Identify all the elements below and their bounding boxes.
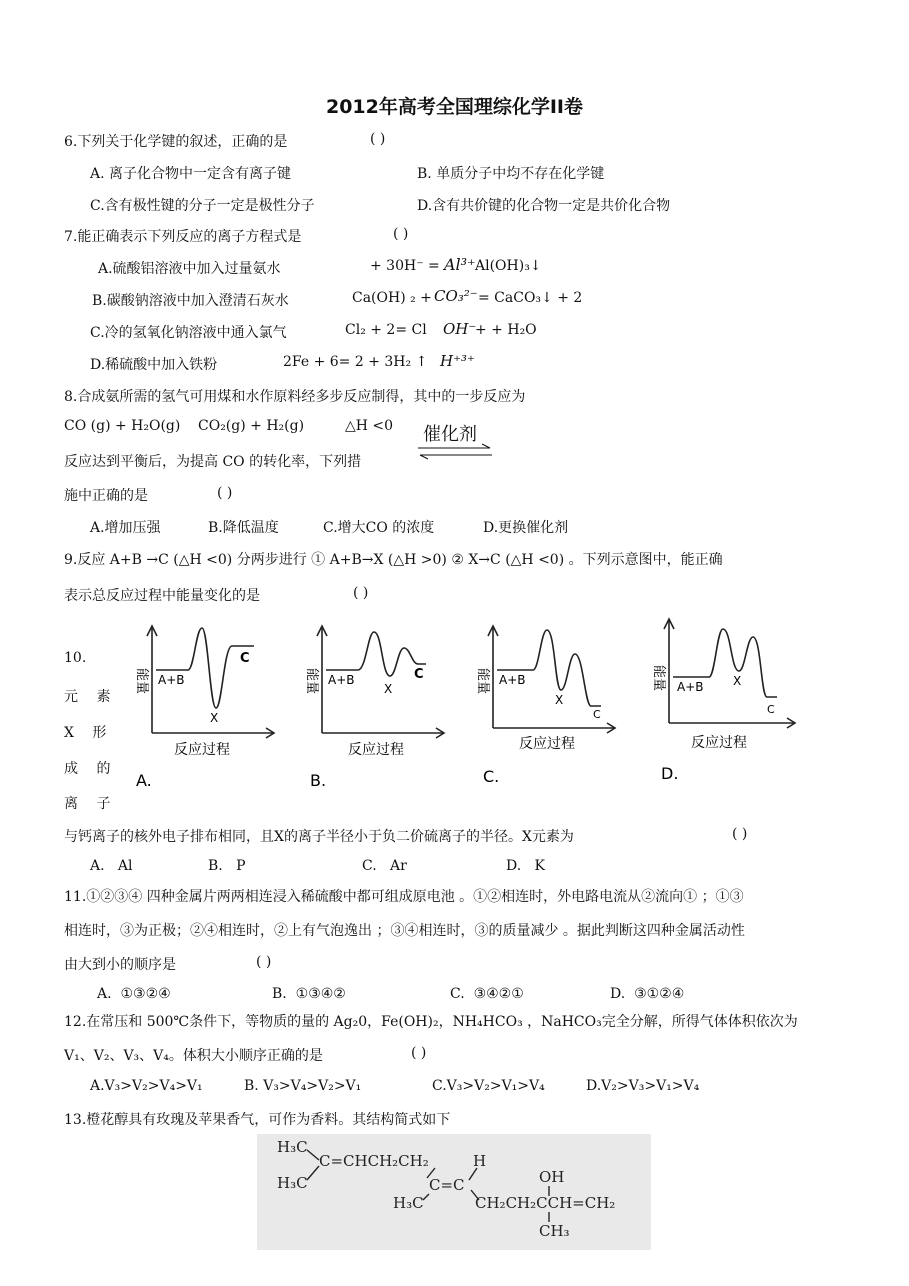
q8-option-b: B.降低温度 [208,520,279,536]
q8-line2: 反应达到平衡后，为提高 CO 的转化率，下列措 [64,454,362,470]
q7-stem: 7.能正确表示下列反应的离子方程式是 [64,229,302,245]
q7-option-a-ion: Al³⁺ [444,255,476,274]
q7-option-c-ion: OH⁻ [443,320,477,338]
q9-answer-paren: ( ) [353,585,369,601]
graph-a-label-ab: A+B [158,673,185,687]
q6-option-b: B. 单质分子中均不存在化学键 [417,166,605,182]
q9-stem: 9.反应 A+B →C (△H <0) 分两步进行 ① A+B→X (△H >0) ② X→C (△H <0) 。下列示意图中，能正确 [64,552,723,568]
q7-option-a-eq: + 30H⁻ = [370,258,440,274]
q7-option-b-ion: CO₃²⁻ [434,287,478,305]
graph-b-label-ab: A+B [328,673,355,687]
struct-h3c-top: H₃C [277,1138,308,1156]
q6-option-c: C.含有极性键的分子一定是极性分子 [90,198,315,214]
graph-a-label-x: X [210,711,219,725]
q8-line3: 施中正确的是 [64,488,148,504]
q7-option-c: C.冷的氢氧化钠溶液中通入氯气 [90,325,287,341]
q8-answer-paren: ( ) [217,485,233,501]
q7-option-c-eq: Cl₂ + 2= Cl [345,322,427,338]
q10-left-4: 成 的 [64,761,111,777]
graph-c-xlabel: 反应过程 [519,736,575,752]
graph-a-ylabel: 能量 [134,668,149,695]
energy-graph-d [639,613,799,788]
graph-c-label-x: X [555,693,564,707]
graph-b-option: B. [310,771,327,790]
q10-option-b: B. P [208,858,246,874]
q10-left-3: X 形 [64,725,107,741]
q10-answer-paren: ( ) [732,826,748,842]
q7-option-d-ion: H⁺³⁺ [440,352,475,370]
graph-c-option: C. [483,767,500,786]
q10-option-a: A. Al [90,858,133,874]
graph-d-xlabel: 反应过程 [691,735,747,751]
q7-option-b: B.碳酸钠溶液中加入澄清石灰水 [92,293,289,309]
q7-answer-paren: ( ) [393,226,409,242]
q11-line2: 相连时，③为正极；②④相连时，②上有气泡逸出 ；③④相连时，③的质量减少 。据此判断这四种金属活动性 [64,923,745,939]
page-title: 2012年高考全国理综化学II卷 [325,96,584,118]
q8-delta-h: △H <0 [345,418,394,434]
q11-option-b: B. ①③④② [272,986,346,1002]
q7-option-b-eq: Ca(OH) ₂ + [352,290,432,306]
struct-chain-2: CH₂CH₂CCH=CH₂ [475,1194,616,1212]
q10-left-2: 元 素 [64,689,111,705]
q9-line2: 表示总反应过程中能量变化的是 [64,588,260,604]
q7-option-a-tail: Al(OH)₃↓ [475,258,542,274]
energy-graph-b [296,618,446,793]
q7-option-a: A.硫酸铝溶液中加入过量氨水 [98,261,281,277]
q12-option-a: A.V₃>V₂>V₄>V₁ [90,1078,203,1094]
graph-c-label-c: C [593,708,601,721]
q7-option-c-tail: + + H₂O [475,322,537,338]
q11-option-a: A. ①③②④ [97,986,171,1002]
structural-formula-image [257,1134,651,1250]
graph-d-label-x: X [733,674,742,688]
q10-option-d: D. K [506,858,545,874]
q12-option-d: D.V₂>V₃>V₁>V₄ [586,1078,700,1094]
graph-d-label-c: C [767,703,775,716]
q11-line1: 11.①②③④ 四种金属片两两相连浸入稀硫酸中都可组成原电池 。①②相连时，外电路电流从②流向① ；①③ [64,889,744,905]
q7-option-b-tail: = CaCO₃↓ + 2 [478,290,583,306]
graph-b-label-x: X [384,682,393,696]
q12-answer-paren: ( ) [411,1045,427,1061]
q8-option-d: D.更换催化剂 [483,520,569,536]
struct-ch3: CH₃ [539,1222,570,1240]
q11-option-c: C. ③④②① [450,986,524,1002]
q7-option-d: D.稀硫酸中加入铁粉 [90,357,218,373]
q10-left-5: 离 子 [64,796,111,812]
q8-option-a: A.增加压强 [90,520,161,536]
struct-h3c-mid: H₃C [393,1194,424,1212]
graph-c-ylabel: 能量 [475,668,490,695]
graph-a-label-c: C [240,651,250,666]
structural-bonds-icon [257,1134,651,1250]
q12-line2: V₁、V₂、V₃、V₄。体积大小顺序正确的是 [64,1048,323,1064]
q6-option-a: A. 离子化合物中一定含有离子键 [90,166,292,182]
q11-option-d: D. ③①②④ [610,986,685,1002]
q7-option-d-eq: 2Fe + 6= 2 + 3H₂ ↑ [283,354,428,370]
q11-line3: 由大到小的顺序是 [64,957,176,973]
graph-a-option: A. [136,771,152,790]
q8-option-c: C.增大CO 的浓度 [323,520,435,536]
struct-oh: OH [539,1168,565,1186]
q8-stem: 8.合成氨所需的氢气可用煤和水作原料经多步反应制得，其中的一步反应为 [64,389,526,405]
q10-line: 与钙离子的核外电子排布相同，且X的离子半径小于负二价硫离子的半径。X元素为 [64,829,574,845]
graph-b-label-c: C [414,667,424,682]
graph-a-xlabel: 反应过程 [174,742,230,758]
struct-h: H [473,1152,487,1170]
energy-graph-a [126,618,276,793]
struct-h3c-bottom: H₃C [277,1174,308,1192]
q12-line1: 12.在常压和 500℃条件下，等物质的量的 Ag₂0，Fe(OH)₂，NH₄HCO₃ ，NaHCO₃完全分解，所得气体体积依次为 [64,1014,798,1030]
graph-b-xlabel: 反应过程 [348,742,404,758]
energy-graph-c [467,618,617,793]
graph-c-label-ab: A+B [499,673,526,687]
q12-option-c: C.V₃>V₂>V₁>V₄ [432,1078,545,1094]
q13-line1: 13.橙花醇具有玫瑰及苹果香气，可作为香料。其结构简式如下 [64,1112,451,1128]
q6-answer-paren: ( ) [370,131,386,147]
q8-eq-left: CO (g) + H₂O(g) [64,418,181,434]
q6-option-d: D.含有共价键的化合物一定是共价化合物 [417,198,671,214]
q8-eq-right: CO₂(g) + H₂(g) [198,418,305,434]
struct-cc: C=C [429,1176,465,1194]
graph-d-ylabel: 能量 [651,665,666,692]
q6-stem: 6.下列关于化学键的叙述，正确的是 [64,134,288,150]
q10-option-c: C. Ar [362,858,407,874]
graph-b-ylabel: 能量 [304,668,319,695]
q10-left-1: 10. [64,650,87,666]
q11-answer-paren: ( ) [256,954,272,970]
reversible-arrow-icon [416,442,496,462]
struct-chain-1: C=CHCH₂CH₂ [319,1152,429,1170]
q8-catalyst-label: 催化剂 [423,424,477,445]
q12-option-b: B. V₃>V₄>V₂>V₁ [244,1078,362,1094]
graph-d-option: D. [661,764,679,783]
graph-d-label-ab: A+B [677,680,704,694]
